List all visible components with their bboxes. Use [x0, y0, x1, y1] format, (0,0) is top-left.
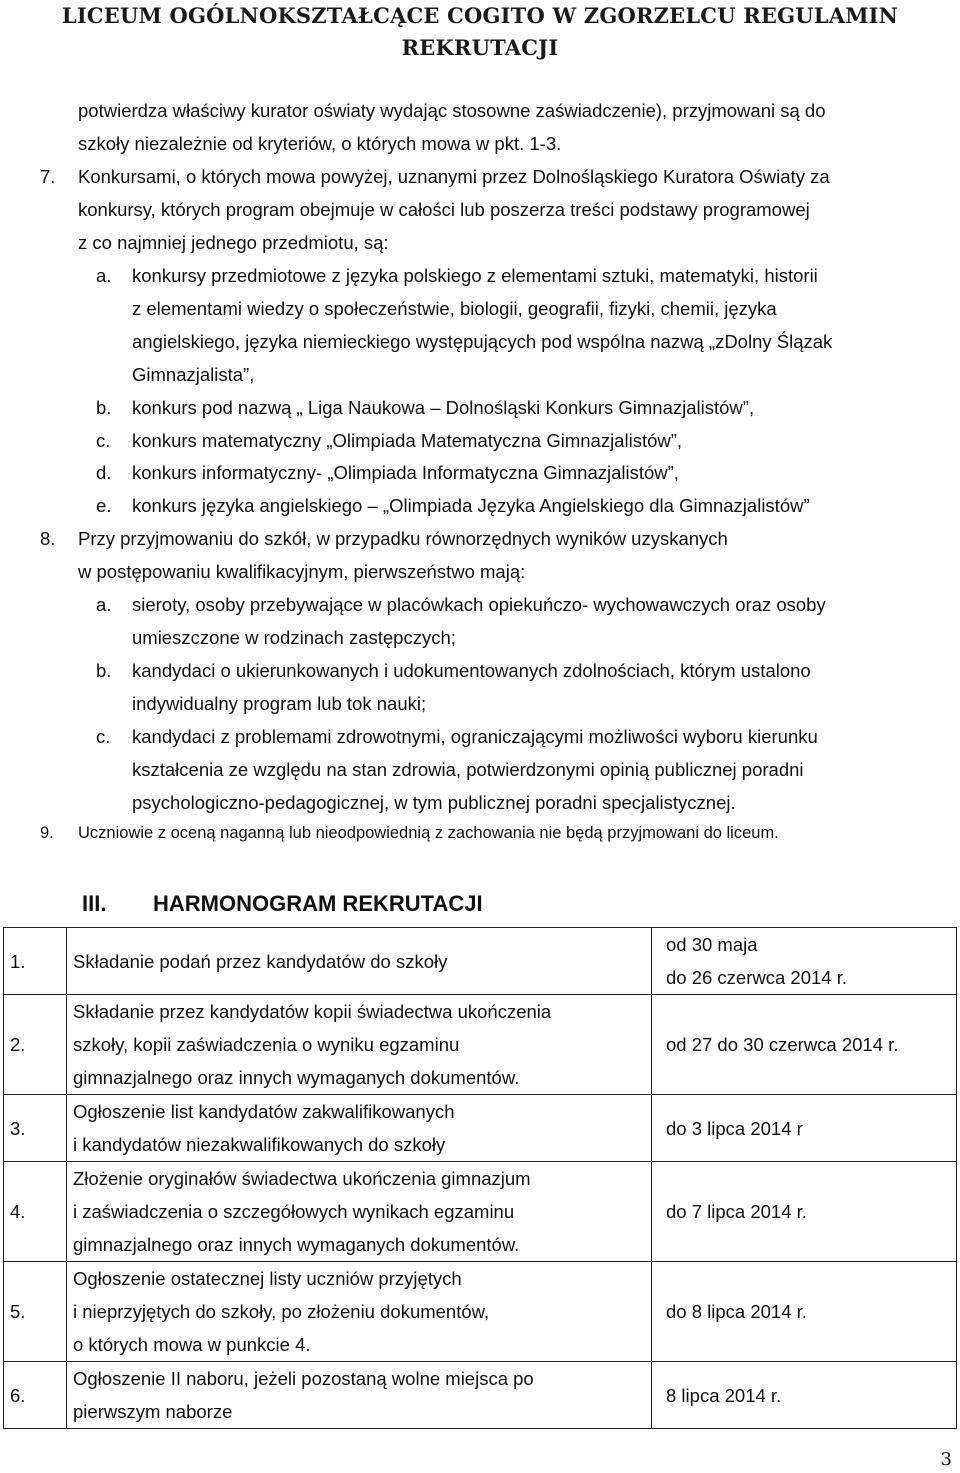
page-number: 3	[940, 1449, 952, 1470]
paragraph-line: potwierdza właściwy kurator oświaty wydając stosowne zaświadczenie), przyjmowani są do	[78, 100, 826, 121]
list-letter-a: a.	[96, 594, 112, 615]
table-cell-number	[4, 1162, 67, 1262]
list-number-7: 7.	[40, 166, 56, 187]
paragraph-line: konkursy, których program obejmuje w całości lub poszerza treści podstawy programowej	[78, 199, 810, 220]
section-title: HARMONOGRAM REKRUTACJI	[153, 891, 483, 916]
paragraph-line: szkoły niezależnie od kryteriów, o których mowa w pkt. 1-3.	[78, 133, 562, 154]
row-number: 2.	[10, 1034, 26, 1055]
list-item-line: kształcenia ze względu na stan zdrowia, potwierdzonymi opinią publicznej poradni	[132, 759, 804, 780]
paragraph-line: z co najmniej jednego przedmiotu, są:	[78, 232, 389, 253]
date-text: od 30 maja	[666, 934, 758, 955]
task-text: Składanie podań przez kandydatów do szkoły	[73, 950, 448, 972]
list-item-line: Gimnazjalista”,	[132, 364, 255, 385]
list-item-line: z elementami wiedzy o społeczeństwie, biologii, geografii, fizyki, chemii, języka	[132, 298, 777, 319]
date-text: 8 lipca 2014 r.	[666, 1384, 782, 1406]
table-cell-date	[652, 1362, 957, 1429]
task-text: i nieprzyjętych do szkoły, po złożeniu dokumentów,	[73, 1301, 490, 1322]
table-row	[4, 995, 957, 1095]
task-text: pierwszym naborze	[73, 1401, 233, 1422]
task-text: o których mowa w punkcie 4.	[73, 1334, 311, 1355]
table-cell-number	[4, 1262, 67, 1362]
table-row	[4, 928, 957, 995]
task-text: Ogłoszenie II naboru, jeżeli pozostaną wolne miejsca po	[73, 1368, 534, 1389]
paragraph-line: Przy przyjmowaniu do szkół, w przypadku równorzędnych wyników uzyskanych	[78, 528, 728, 549]
list-number-8: 8.	[40, 528, 56, 549]
header-title-line-1: LICEUM OGÓLNOKSZTAŁCĄCE COGITO W ZGORZELCU REGULAMIN	[61, 3, 899, 28]
document-header	[0, 0, 960, 64]
paragraph-line: Konkursami, o których mowa powyżej, uznanymi przez Dolnośląskiego Kuratora Oświaty za	[78, 166, 830, 187]
date-text: do 8 lipca 2014 r.	[666, 1301, 807, 1322]
date-text: od 27 do 30 czerwca 2014 r.	[666, 1034, 899, 1055]
table-cell-task	[67, 1362, 652, 1429]
row-number: 4.	[10, 1201, 26, 1222]
task-text: gimnazjalnego oraz innych wymaganych dokumentów.	[73, 1067, 520, 1088]
table-cell-number	[4, 1095, 67, 1162]
list-item-line: indywidualny program lub tok nauki;	[132, 693, 427, 714]
table-cell-task	[67, 1162, 652, 1262]
table-cell-date	[652, 1262, 957, 1362]
date-text: do 26 czerwca 2014 r.	[666, 967, 847, 988]
row-number: 1.	[10, 950, 26, 972]
list-letter-b: b.	[96, 397, 112, 418]
list-item-line: konkurs pod nazwą „ Liga Naukowa – Dolnośląski Konkurs Gimnazjalistów”,	[132, 397, 755, 418]
list-item-line: psychologiczno-pedagogicznej, w tym publicznej poradni specjalistycznej.	[132, 792, 736, 813]
date-text: do 7 lipca 2014 r.	[666, 1201, 807, 1222]
list-letter-b: b.	[96, 660, 112, 681]
task-text: gimnazjalnego oraz innych wymaganych dokumentów.	[73, 1234, 520, 1255]
table-row	[4, 1162, 957, 1262]
list-item-line: konkurs języka angielskiego – „Olimpiada Języka Angielskiego dla Gimnazjalistów”	[132, 495, 810, 516]
table-row	[4, 1362, 957, 1429]
table-cell-date	[652, 1162, 957, 1262]
table-cell-number	[4, 995, 67, 1095]
table-cell-number	[4, 928, 67, 995]
table-cell-date	[652, 928, 957, 995]
table-row	[4, 1095, 957, 1162]
list-item-line: konkursy przedmiotowe z języka polskiego z elementami sztuki, matematyki, historii	[132, 265, 818, 286]
list-letter-d: d.	[96, 462, 112, 483]
schedule-table	[3, 927, 957, 1429]
task-text: Składanie przez kandydatów kopii świadectwa ukończenia	[73, 1001, 552, 1022]
date-text: do 3 lipca 2014 r	[666, 1117, 803, 1139]
table-row	[4, 1262, 957, 1362]
list-number-9: 9.	[40, 824, 54, 842]
list-item-line: konkurs informatyczny- „Olimpiada Informatyczna Gimnazjalistów”,	[132, 462, 679, 483]
paragraph-line: w postępowaniu kwalifikacyjnym, pierwszeństwo mają:	[78, 561, 526, 582]
list-letter-c: c.	[96, 726, 111, 747]
table-cell-number	[4, 1362, 67, 1429]
list-item-line: angielskiego, języka niemieckiego występujących pod wspólna nazwą „zDolny Ślązak	[132, 331, 833, 352]
list-letter-e: e.	[96, 495, 112, 516]
task-text: Ogłoszenie list kandydatów zakwalifikowanych	[73, 1101, 455, 1122]
task-text: i kandydatów niezakwalifikowanych do szkoły	[73, 1134, 446, 1155]
list-item-line: umieszczone w rodzinach zastępczych;	[132, 627, 456, 648]
header-title-line-2: REKRUTACJI	[401, 35, 559, 60]
list-item-line: konkurs matematyczny „Olimpiada Matematyczna Gimnazjalistów”,	[132, 430, 683, 451]
task-text: szkoły, kopii zaświadczenia o wyniku egzaminu	[73, 1034, 460, 1055]
list-letter-c: c.	[96, 430, 111, 451]
table-cell-task	[67, 1095, 652, 1162]
table-cell-task	[67, 995, 652, 1095]
list-item-line: sieroty, osoby przebywające w placówkach opiekuńczo- wychowawczych oraz osoby	[132, 594, 826, 615]
task-text: Ogłoszenie ostatecznej listy uczniów przyjętych	[73, 1268, 462, 1289]
task-text: Złożenie oryginałów świadectwa ukończenia gimnazjum	[73, 1168, 531, 1189]
row-number: 5.	[10, 1301, 26, 1322]
section-number: III.	[82, 891, 107, 916]
row-number: 6.	[10, 1384, 26, 1406]
list-item-line: kandydaci o ukierunkowanych i udokumentowanych zdolnościach, którym ustalono	[132, 660, 811, 681]
table-cell-task	[67, 928, 652, 995]
list-item-line: kandydaci z problemami zdrowotnymi, ograniczającymi możliwości wyboru kierunku	[132, 726, 818, 747]
paragraph-line: Uczniowie z oceną naganną lub nieodpowiednią z zachowania nie będą przyjmowani do liceum.	[78, 824, 779, 842]
table-cell-date	[652, 1095, 957, 1162]
list-letter-a: a.	[96, 265, 112, 286]
table-cell-task	[67, 1262, 652, 1362]
task-text: i zaświadczenia o szczegółowych wynikach egzaminu	[73, 1201, 515, 1222]
row-number: 3.	[10, 1117, 26, 1139]
table-cell-date	[652, 995, 957, 1095]
